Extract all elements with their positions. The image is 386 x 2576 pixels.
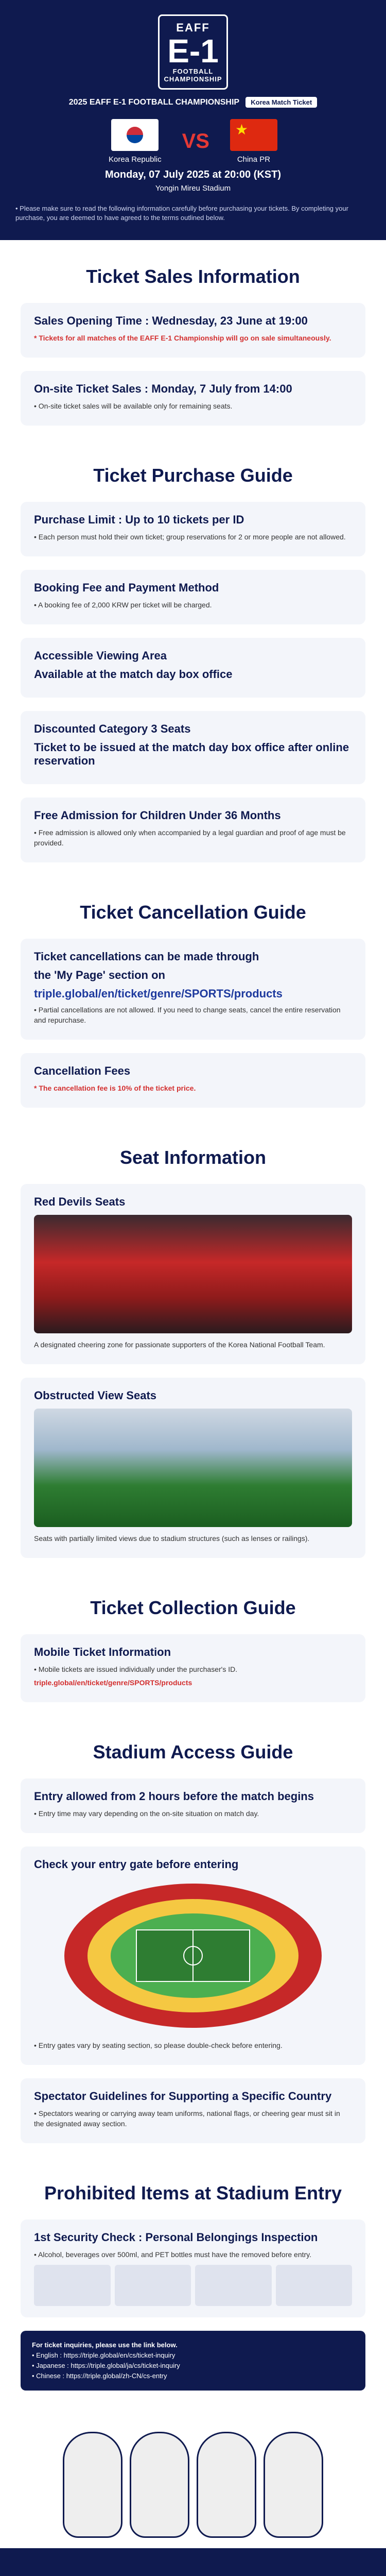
sales-title: Ticket Sales Information	[86, 266, 300, 287]
mobile-note: • Mobile tickets are issued individually under the purchaser's ID.	[34, 1665, 238, 1673]
prohibited-title: Prohibited Items at Stadium Entry	[44, 2182, 342, 2204]
access-label: Accessible Viewing Area	[34, 649, 167, 662]
collection-title: Ticket Collection Guide	[90, 1597, 296, 1618]
prohibited-items-row	[34, 2265, 352, 2306]
entry-label: Entry allowed from 2 hours before the match begins	[34, 1790, 314, 1803]
gate-card	[21, 1846, 365, 2065]
cancel-line-2: the 'My Page' section on	[34, 969, 165, 981]
vs-label: VS	[182, 130, 209, 152]
playkfa-brand	[0, 2548, 386, 2576]
match-date: Monday, 07 July 2025 at 20:00 (KST)	[105, 169, 281, 180]
obstructed-photo	[34, 1409, 352, 1527]
obstructed-label: Obstructed View Seats	[34, 1389, 157, 1402]
sales-opening-card	[21, 303, 365, 358]
spectator-note: • Spectators wearing or carrying away team uniforms, national flags, or cheering gear must sit in the designated away section.	[34, 2109, 340, 2128]
access-title: Stadium Access Guide	[93, 1741, 293, 1762]
onsite-label: On-site Ticket Sales : Monday, 7 July from 14:00	[34, 382, 292, 395]
hero-note: • Please make sure to read the following information carefully before purchasing your tickets. By completing your purchase, you are deemed to have agreed to the terms outlined below.	[15, 205, 348, 222]
obstructed-card	[21, 1378, 365, 1558]
prohibited-item	[115, 2265, 191, 2306]
booking-label: Booking Fee and Payment Method	[34, 581, 219, 594]
cancel-note: • Partial cancellations are not allowed. If you need to change seats, cancel the entire reservation and repurchase.	[34, 1006, 341, 1024]
cancel-link[interactable]: triple.global/en/ticket/genre/SPORTS/products	[34, 987, 283, 1000]
inquiry-en-link[interactable]: • English : https://triple.global/en/cs/ticket-inquiry	[32, 2351, 176, 2359]
mascot-icon	[264, 2432, 323, 2538]
inquiry-box	[21, 2331, 365, 2391]
inquiry-cn-link[interactable]: • Chinese : https://triple.global/zh-CN/cs-entry	[32, 2372, 167, 2380]
stadium-map-icon	[59, 1878, 327, 2033]
logo-sub: FOOTBALL CHAMPIONSHIP	[164, 67, 222, 83]
spectator-label: Spectator Guidelines for Supporting a Specific Country	[34, 2090, 332, 2103]
cancel-card	[21, 939, 365, 1040]
onsite-sales-card	[21, 371, 365, 426]
korea-flag-icon	[111, 119, 159, 151]
home-team	[109, 119, 162, 164]
fee-note: * The cancellation fee is 10% of the ticket price.	[34, 1084, 196, 1092]
prohibited-item	[195, 2265, 272, 2306]
gate-note: • Entry gates vary by seating section, so please double-check before entering.	[34, 2041, 283, 2049]
onsite-note: • On-site ticket sales will be available only for remaining seats.	[34, 402, 233, 410]
entry-card	[21, 1778, 365, 1833]
reds-card	[21, 1184, 365, 1364]
reds-label: Red Devils Seats	[34, 1195, 126, 1208]
check-label: 1st Security Check : Personal Belongings Inspection	[34, 2231, 318, 2244]
discount-card	[21, 711, 365, 784]
free-label: Free Admission for Children Under 36 Months	[34, 809, 281, 822]
away-team-name: China PR	[237, 155, 271, 164]
prohibited-item	[276, 2265, 353, 2306]
accessible-card	[21, 638, 365, 698]
discount-label-2: Ticket to be issued at the match day box office after online reservation	[34, 741, 349, 767]
gate-label: Check your entry gate before entering	[34, 1858, 239, 1871]
match-venue: Yongin Mireu Stadium	[155, 184, 231, 193]
fee-label: Cancellation Fees	[34, 1064, 131, 1077]
mascot-icon	[130, 2432, 189, 2538]
booking-note: • A booking fee of 2,000 KRW per ticket will be charged.	[34, 601, 212, 609]
purchase-title: Ticket Purchase Guide	[93, 465, 293, 486]
tournament-logo	[158, 14, 228, 90]
inquiry-title: For ticket inquiries, please use the link below.	[32, 2341, 178, 2349]
security-card	[21, 2219, 365, 2317]
access-label-2: Available at the match day box office	[34, 668, 233, 681]
check-note: • Alcohol, beverages over 500ml, and PET bottles must have the removed before entry.	[34, 2250, 312, 2259]
spectator-card	[21, 2078, 365, 2143]
mascot-group	[21, 2404, 365, 2538]
seat-title: Seat Information	[119, 1147, 267, 1168]
championship-title	[15, 97, 371, 108]
free-note: • Free admission is allowed only when accompanied by a legal guardian and proof of age must be provided.	[34, 828, 346, 847]
inquiry-jp-link[interactable]: • Japanese : https://triple.global/ja/cs/ticket-inquiry	[32, 2362, 180, 2369]
cancel-line-1: Ticket cancellations can be made through	[34, 950, 259, 963]
sales-open-label: Sales Opening Time : Wednesday, 23 June at 19:00	[34, 314, 308, 327]
mascot-icon	[63, 2432, 122, 2538]
match-row	[15, 119, 371, 164]
mobile-label: Mobile Ticket Information	[34, 1646, 171, 1658]
china-flag-icon	[230, 119, 277, 151]
mobile-ticket-card	[21, 1634, 365, 1702]
sales-open-note: * Tickets for all matches of the EAFF E-1 Championship will go on sale simultaneously.	[34, 334, 331, 342]
mascot-icon	[197, 2432, 256, 2538]
collection-link[interactable]: triple.global/en/ticket/genre/SPORTS/products	[34, 1679, 192, 1687]
championship-text: 2025 EAFF E-1 FOOTBALL CHAMPIONSHIP	[68, 98, 239, 107]
stadium-map	[34, 1878, 352, 2033]
ticket-badge: Korea Match Ticket	[245, 97, 317, 108]
logo-big: E-1	[167, 32, 219, 70]
discount-label: Discounted Category 3 Seats	[34, 722, 191, 735]
logo-top: EAFF	[176, 21, 210, 34]
cancel-fee-card	[21, 1053, 365, 1108]
limit-label: Purchase Limit : Up to 10 tickets per ID	[34, 513, 244, 526]
free-admission-card	[21, 798, 365, 862]
away-team	[230, 119, 277, 164]
entry-note: • Entry time may vary depending on the on-site situation on match day.	[34, 1809, 259, 1818]
cancel-title: Ticket Cancellation Guide	[80, 902, 306, 923]
reds-note: A designated cheering zone for passionate supporters of the Korea National Football Team.	[34, 1341, 325, 1349]
home-team-name: Korea Republic	[109, 155, 162, 164]
hero-banner	[0, 0, 386, 240]
prohibited-item	[34, 2265, 111, 2306]
reds-photo	[34, 1215, 352, 1333]
purchase-limit-card	[21, 502, 365, 556]
limit-note: • Each person must hold their own ticket; group reservations for 2 or more people are not allowed.	[34, 533, 346, 541]
obstructed-note: Seats with partially limited views due to stadium structures (such as lenses or railings).	[34, 1534, 310, 1543]
booking-fee-card	[21, 570, 365, 624]
